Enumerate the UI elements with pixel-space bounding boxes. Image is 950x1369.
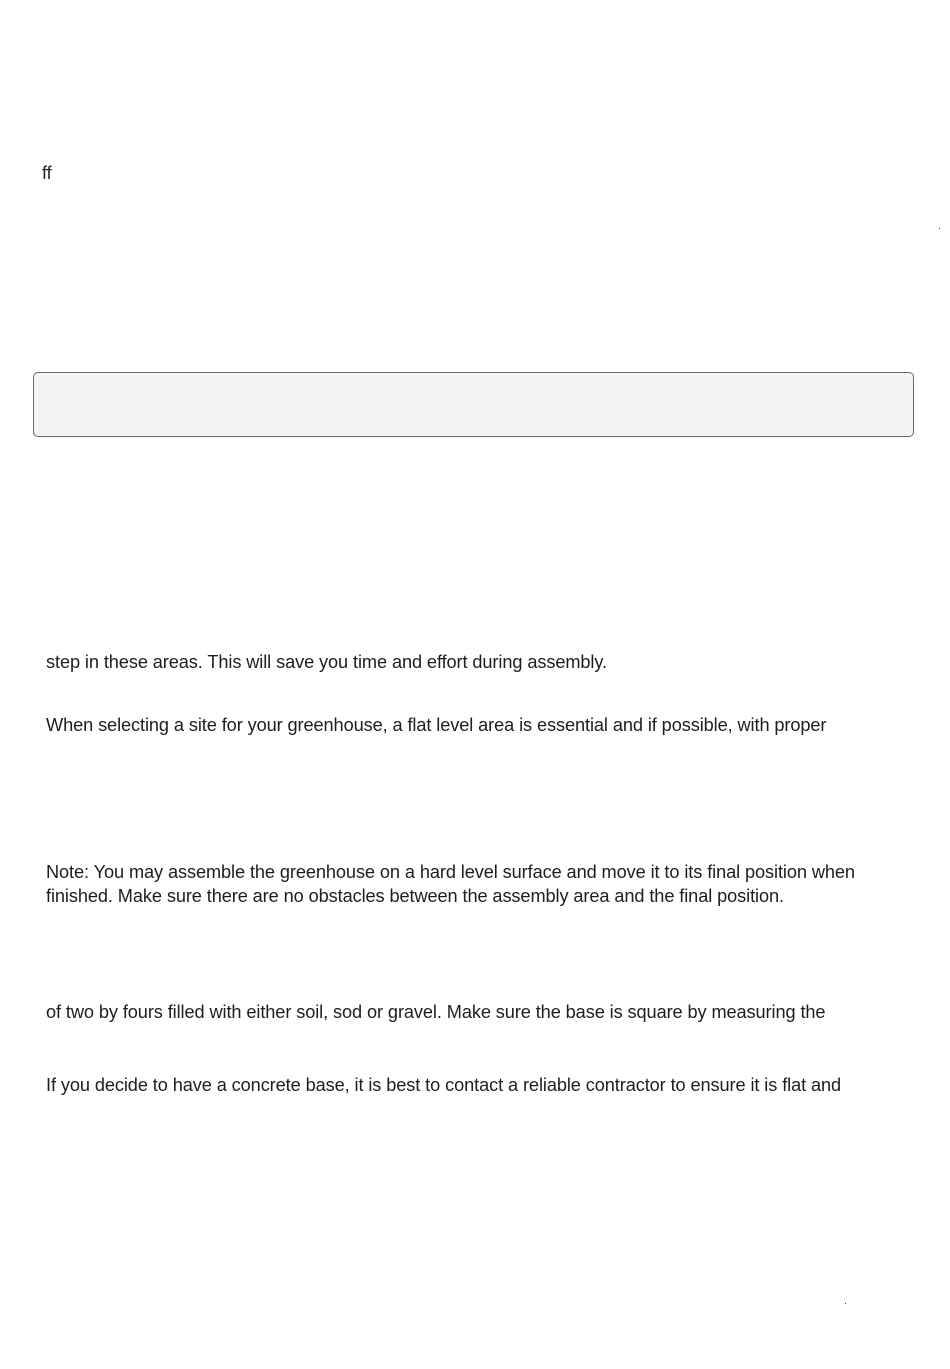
stray-mark bbox=[939, 228, 940, 229]
body-text-line: If you decide to have a concrete base, it is best to contact a reliable contractor to ensure it is flat and bbox=[46, 1075, 842, 1095]
body-text-line: step in these areas. This will save you time and effort during assembly. bbox=[46, 652, 607, 672]
note-text-line: Note: You may assemble the greenhouse on a hard level surface and move it to its final position when bbox=[46, 862, 855, 882]
ligature-fragment: ff bbox=[42, 163, 52, 183]
shaded-callout-box bbox=[33, 372, 914, 437]
body-text-line: When selecting a site for your greenhouse, a flat level area is essential and if possible, with proper bbox=[46, 715, 827, 735]
note-text-line: finished. Make sure there are no obstacles between the assembly area and the final position. bbox=[46, 886, 784, 906]
body-text-line: of two by fours filled with either soil, sod or gravel. Make sure the base is square by measuring the bbox=[46, 1002, 826, 1022]
stray-mark bbox=[845, 1303, 846, 1304]
